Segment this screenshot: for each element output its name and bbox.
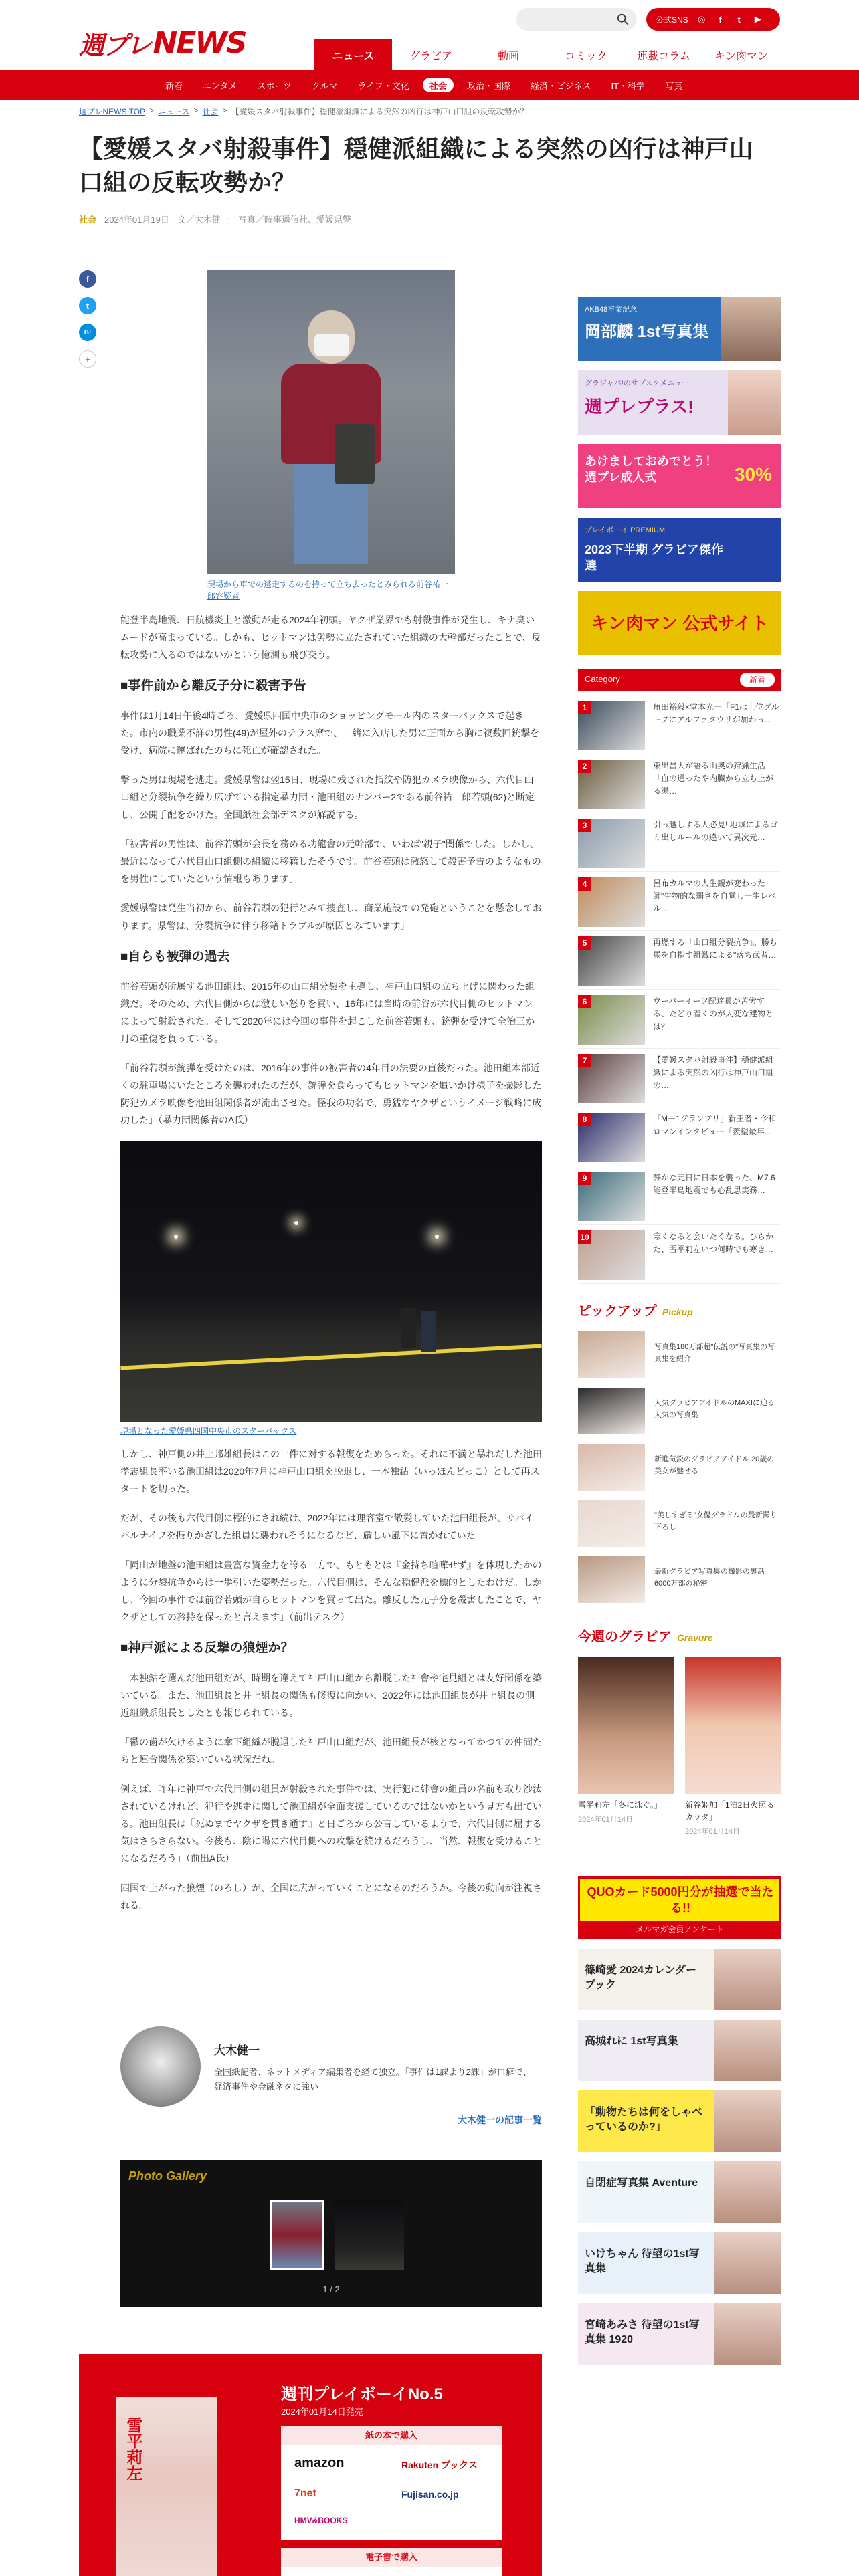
promo-banner[interactable] [578,2161,781,2223]
search-box[interactable] [516,8,637,31]
category-label[interactable]: 社会 [79,215,97,225]
gravure-title-en: Gravure [677,1632,713,1643]
avatar[interactable] [120,2026,201,2107]
pickup-title-en: Pickup [662,1307,693,1317]
pickup-thumbnail[interactable] [578,1331,645,1378]
gallery-counter: 1 / 2 [322,2284,340,2294]
pickup-item[interactable] [578,1331,781,1381]
rank-number: 5 [578,936,591,950]
banner-seijinshiki[interactable] [578,444,781,508]
promo-banner-text: 「動物たちは何をしゃべっているのか?」 [585,2107,703,2133]
magazine-promo [79,2354,542,2576]
paragraph-13: 例えば、昨年に神戸で六代目側の組員が射殺された事件では、実行犯に絆會の組員の名前も取り沙汰されているけれど、犯行や逃走に関して池田組が全面支援しているのではないかという見方も出ている。池田組長は『死ぬまでヤクザを貫き通す』と日ごろから公言しているようで、六代目側に屈する気はさらさらない。今後も、陰に陽に六代目側への攻撃を続けるだろうし、当然、報復を受けることになるだろう」（前出A氏） [120,1784,542,1864]
paragraph-2: 事件は1月14日午後4時ごろ、愛媛県四国中央市のショッピングモール内のスターバックスで起きた。市内の職業不詳の男性(49)が屋外のテラス席で、一緒に入店した男に正面から胸に複数回銃撃を受け、病院に運ばれたのちに死亡が確認された。 [120,710,540,756]
rank-number: 7 [578,1054,591,1067]
promo-banner[interactable] [578,2232,781,2294]
rank-number: 10 [578,1230,591,1244]
gravure-title-2[interactable]: 新谷姫加「1泊2日火照るカラダ」 [685,1800,775,1822]
pickup-title[interactable]: 写真集180万部超"伝説の"写真集の写真集を紹介 [654,1343,775,1363]
suspect-photo[interactable] [207,270,455,574]
promo-banner-text: いけちゃん 待望の1st写真集 [585,2248,700,2274]
banner-okabe-sub: AKB48卒業記念 [585,306,638,314]
rank-title[interactable]: 寒くなると会いたくなる。ひらかた、雪平莉左いつ何時でも寒き… [653,1232,774,1254]
ranking-header [578,669,781,691]
subnav-society[interactable]: 社会 [423,78,454,92]
rank-title[interactable]: 「M－1グランプリ」新王者・令和ロマンインタビュー「羨望最年… [653,1114,777,1136]
breadcrumb-sep: > [222,106,227,115]
nav-kinnikuman[interactable]: キン肉マン [714,50,768,62]
subnav-car[interactable]: クルマ [311,80,338,91]
magazine-date: 2024年01月14日発売 [281,2407,363,2417]
pickup-item[interactable] [578,1556,781,1606]
breadcrumb-current: 【愛媛スタバ射殺事件】穏健派組織による突然の凶行は神戸山口組の反転攻勢か？ [231,107,529,116]
gallery-title: Photo Gallery [128,2169,207,2183]
breadcrumb-sep: > [193,106,199,115]
ranking-item[interactable] [578,813,781,872]
photo-1-caption[interactable]: 現場から車での逃走するのを持って立ち去ったとみられる前谷祐一郎容疑者 [207,580,449,601]
facebook-share-icon[interactable]: f [79,270,96,288]
article-credit: 文／大木健一 写真／時事通信社、愛媛県警 [177,215,351,225]
digital-purchase-box [281,2548,502,2576]
banner-premium-text: 2023下半期 グラビア傑作選 [585,543,724,572]
pickup-thumbnail[interactable] [578,1444,645,1491]
quo-title: QUOカード5000円分が抽選で当たる!! [587,1885,774,1915]
pickup-list [578,1331,781,1606]
nav-column[interactable]: 連載コラム [637,50,690,62]
rank-number: 8 [578,1113,591,1126]
share-buttons [79,270,96,368]
paragraph-1: 能登半島地震、日航機炎上と激動が走る2024年初頭。ヤクザ業界でも射殺事件が発生し、キナ臭いムードが高まっている。しかも、ヒットマンは劣勢に立たされていた組織の大幹部だったことで、反転攻勢に入るのではないかという憶測も飛び交う。 [120,615,541,660]
ranking-item[interactable] [578,1225,781,1284]
sns-bar [646,8,780,31]
paragraph-6: 前谷若頭が所属する池田組は、2015年の山口組分裂を主導し、神戸山口組の立ち上げに関わった組織だ。そのため、六代目側からは激しい怒りを買い、16年には当時の前谷が六代目側のヒットマンによって射殺された。そして2020年には今回の事件を起こした前谷若頭も、銃弾を受けて全治三か月の重傷を負っている。 [120,981,535,1044]
gravure-title: 今週のグラビア [578,1630,672,1644]
section-heading-3: ■神戸派による反撃の狼煙か？ [120,1641,294,1655]
promo-banner-image [714,2161,781,2223]
rank-number: 1 [578,701,591,714]
ranking-tab-new[interactable]: 新着 [740,673,775,687]
rank-title[interactable]: 静かな元日に日本を襲った、M7.6能登半島地震でも心乱思実務… [653,1173,775,1195]
twitter-share-icon[interactable]: t [79,297,96,314]
gravure-grid [578,1657,781,1858]
rank-number: 9 [578,1172,591,1185]
section-heading-1: ■事件前から離反子分に殺害予告 [120,679,306,693]
sns-label: 公式SNS [656,15,688,25]
ranking-item[interactable] [578,931,781,990]
promo-banner-image [714,2090,781,2152]
banner-okabe-text: 岡部麟 1st写真集 [585,323,709,341]
subnav-economy[interactable]: 経済・ビジネス [530,80,591,91]
rank-title[interactable]: ウーバーイーツ配達員が苦労する、たどり着くのが大変な建物とは？ [653,996,774,1031]
pickup-item[interactable] [578,1388,781,1437]
site-logo[interactable] [79,25,246,60]
ranking-item[interactable] [578,695,781,754]
bottom-banners [578,1949,781,2365]
promo-banner[interactable] [578,2020,781,2081]
rank-title[interactable]: 呂布カルマの人生観が変わった師"生物的な弱さを自覚し一生レベル… [653,879,777,914]
promo-banner[interactable] [578,2090,781,2152]
page-title: 【愛媛スタバ射殺事件】穏健派組織による突然の凶行は神戸山口組の反転攻勢か？ [79,135,753,196]
rank-title[interactable]: 角田裕毅×堂本光一「F1は上位グループにアルファタウリが加わっ… [653,702,779,724]
gravure-date-1: 2024年01月14日 [578,1816,633,1824]
subnav-it[interactable]: IT・科学 [611,80,646,91]
print-purchase-box [281,2426,502,2540]
pickup-title[interactable]: 新進気鋭のグラビアアイドル 20歳の美女が魅せる [654,1455,775,1475]
promo-banner[interactable] [578,1949,781,2010]
pickup-thumbnail[interactable] [578,1556,645,1603]
rank-title[interactable]: 引っ越しする人必見! 地域によるゴミ出しルールの違いて異次元… [653,820,778,842]
banner-kinnikuman[interactable] [578,591,781,655]
gravure-image-1[interactable] [578,1657,674,1794]
nav-gravure[interactable]: グラビア [409,50,452,62]
gravure-card-2[interactable] [685,1657,781,1858]
promo-banner-text: 自閉症写真集 Aventure [585,2177,698,2189]
cover-name: 雪平莉左 [124,2417,143,2481]
article-photo-2 [120,1141,542,1437]
subnav-entertainment[interactable]: エンタメ [203,80,237,91]
site-header [0,0,859,70]
pickup-item[interactable] [578,1500,781,1549]
facebook-icon[interactable]: f [719,14,722,25]
breadcrumb-home[interactable]: 週プレNEWS TOP [79,107,146,116]
author-articles-link[interactable]: 大木健一の記事一覧 [458,2115,542,2125]
subnav-politics[interactable]: 政治・国際 [466,80,510,91]
banner-okabe[interactable] [578,297,781,361]
ranking-list [578,695,781,1284]
banner-premium-sub: プレイボーイ PREMIUM [585,526,666,534]
digital-purchase-label: 電子書で購入 [281,2548,502,2567]
ranking-item[interactable] [578,990,781,1049]
paragraph-9: だが、その後も六代目側に標的にされ続け、2022年には理容室で散髪していた池田組長が、サバイバルナイフを振りかざした組員に襲われそうになるなど、厳しい風下に置かれていた。 [120,1513,534,1541]
banner-plus-text: 週プレプラス! [585,397,694,417]
paragraph-10: 「岡山が地盤の池田組は豊富な資金力を誇る一方で、もともとは『金持ち喧嘩せず』を体現したかのように分裂抗争からは一歩引いた姿勢だった。六代目側は、そんな穏健派を標的としたわけだ。しかし、今回の事件では前谷若頭が自らヒットマンを買って出た。離反した元子分を殺害したことで、ヤクザとしての矜持を保ったと言えます」（前出テスク） [120,1560,542,1622]
paragraph-8: しかし、神戸側の井上邦雄組長はこの一件に対する報復をためらった。それに不満と暴れだした池田孝志組長率いる池田組は2020年7月に神戸山口組を脱退し、一本独鈷（いっぽんどっこ）として再スタートを切った。 [120,1448,542,1494]
subnav-sports[interactable]: スポーツ [257,80,292,91]
gravure-card-1[interactable] [578,1657,674,1858]
breadcrumb-sep: > [149,106,155,115]
promo-banner-image [714,2232,781,2294]
store-7net[interactable]: 7net [294,2488,316,2499]
promo-banner-text: 高城れに 1st写真集 [585,2036,678,2047]
logo-text-jp: 週プレ [79,30,151,60]
breadcrumb-society[interactable]: 社会 [202,107,219,116]
store-amazon[interactable]: amazon [294,2456,345,2470]
article-body [120,270,542,1926]
promo-banner-text: 篠崎愛 2024カレンダーブック [585,1965,696,1991]
pickup-title: ピックアップ [578,1304,657,1319]
author-bio: 全国紙記者、ネットメディア編集者を経て独立。「事件は1課より2課」が口癖で、経済事件や金融ネタに強い [214,2067,532,2092]
publish-date: 2024年01月19日 [104,215,169,225]
youtube-icon[interactable]: ▶ [754,14,761,24]
gravure-heading [578,1626,781,1645]
paragraph-5: 愛媛県警は発生当初から、前谷若頭の犯行とみて捜査し、商業施設での発砲ということを懸念しております。県警は、分裂抗争に伴う移籍トラブルが原因とみています」 [120,903,542,931]
gallery-thumb-1[interactable] [270,2200,324,2270]
author-name[interactable]: 大木健一 [214,2044,260,2057]
banner-kin-text: キン肉マン 公式サイト [591,613,769,633]
author-box [120,2026,542,2133]
paragraph-14: 四国で上がった狼煙（のろし）が、全国に広がっていくことになるのだろうか。今後の動向が注視される。 [120,1883,542,1911]
hatena-share-icon[interactable]: B! [79,324,96,341]
gravure-date-2: 2024年01月14日 [685,1828,740,1836]
twitter-icon[interactable]: t [737,14,741,25]
article-photo-1 [207,270,455,602]
ranking-item[interactable] [578,1166,781,1225]
rank-number: 6 [578,995,591,1008]
pickup-item[interactable] [578,1444,781,1493]
ranking-item[interactable] [578,1049,781,1107]
subnav-new[interactable]: 新着 [165,80,183,91]
ranking-item[interactable] [578,754,781,813]
store-hmv[interactable]: HMV&BOOKS [294,2516,348,2525]
banner-premium[interactable] [578,518,781,582]
pickup-heading [578,1300,781,1319]
magazine-title: 週刊プレイボーイNo.5 [281,2385,443,2403]
paragraph-7: 「前谷若頭が銃弾を受けたのは、2016年の事件の被害者の4年目の法要の直後だった。池田組本部近くの駐車場にいたところを襲われたのだが、銃弾を食らってもヒットマンを追いかけ様子を撮影した防犯カメラ映像を池田組関係者が流出させた。怪我の功名で、勇猛なヤクザというイメージ戦略に成功した」（暴力団関係者のA氏） [120,1063,542,1125]
gravure-image-2[interactable] [685,1657,781,1794]
gravure-title-1[interactable]: 雪平莉左「冬に泳ぐ。」 [578,1800,662,1810]
promo-banner-image [714,2303,781,2365]
ranking-item[interactable] [578,1107,781,1166]
article-meta [79,213,351,225]
pickup-title[interactable]: 最新グラビア写真集の撮影の裏話 6000万部の秘密 [654,1568,765,1588]
promo-banner[interactable] [578,2303,781,2365]
sub-nav [0,70,859,100]
pickup-thumbnail[interactable] [578,1500,645,1547]
pickup-title[interactable]: 人気グラビアアイドルのMAXIに迫る人気の写真集 [654,1399,775,1419]
paragraph-11: 一本独鈷を選んだ池田組だが、時期を違えて神戸山口組から離脱した神會や宅見組とは友好関係を築いている。また、池田組長と井上組長の関係も修復に向かい、2022年には池田組長が井上組長の側近組織系組長としたとも報じられている。 [120,1673,542,1718]
nav-video[interactable]: 動画 [497,50,519,62]
banner-shupure-plus[interactable] [578,370,781,435]
rank-title[interactable]: 東出昌大が語る山奥の狩猟生活「血の通ったや内臓から立ち上がる湯… [653,761,774,796]
nav-comic[interactable]: コミック [565,50,607,62]
promo-banner-image [714,1949,781,2010]
rank-title[interactable]: 【愛媛スタバ射殺事件】穏健派組織による突然の凶行は神戸山口組の… [653,1055,774,1090]
more-share-icon[interactable]: + [79,350,96,368]
quo-card-banner[interactable] [578,1876,781,1939]
magazine-cover[interactable] [116,2377,217,2576]
crime-scene-photo[interactable] [120,1141,542,1422]
paragraph-12: 「鬱の歯が欠けるように傘下組織が脱退した神戸山口組だが、池田組長が核となってかつての仲間たちと連合関係を築いている状況だね。 [120,1737,542,1765]
subnav-life[interactable]: ライフ・文化 [357,80,409,91]
quo-sub: メルマガ会員アンケート [580,1921,779,1937]
instagram-icon[interactable]: ◎ [698,14,706,24]
sidebar [578,297,781,2374]
logo-text-en: NEWS [153,25,246,60]
promo-banner-text: 宮崎あみさ 待望の1st写真集 1920 [585,2319,700,2345]
banner-seijin-sub: 30% [734,464,772,485]
rank-number: 4 [578,877,591,891]
rank-number: 3 [578,819,591,832]
banner-plus-sub: グラジャパ!のサブスクメニュー [585,379,690,387]
search-icon[interactable] [617,13,629,25]
paragraph-3: 撃った男は現場を逃走。愛媛県警は翌15日、現場に残された指紋や防犯カメラ映像から、六代目山口組と分裂抗争を繰り広げている指定暴力団・池田組のナンバー2である前谷祐一郎若頭(62)と断定し、公開手配をかけた。全国紙社会部デスクが解説する。 [120,774,535,820]
breadcrumb [79,106,528,117]
print-purchase-label: 紙の本で購入 [281,2426,502,2445]
store-fujisan[interactable]: Fujisan.co.jp [401,2489,459,2500]
rank-number: 2 [578,760,591,773]
rank-title[interactable]: 再燃する「山口組分裂抗争」。勝ち馬を自指す組織による"落ち武者… [653,938,778,960]
banner-seijin-text: あけましておめでとう！週プレ成人式 [585,455,717,484]
breadcrumb-news[interactable]: ニュース [158,107,190,116]
subnav-photo[interactable]: 写真 [665,80,683,91]
ranking-title: Category [585,674,620,684]
photo-gallery [120,2160,542,2307]
store-rakuten[interactable]: Rakuten ブックス [401,2460,478,2470]
main-nav [314,39,780,71]
paragraph-4: 「被害者の男性は、前谷若頭が会長を務める功龍會の元幹部で、いわば"親子"関係でした。しかし、最近になって六代目山口組側の組織に移籍したそうです。前谷若頭は激怒して殺害予告のようなものを男性にしていたという情報もあります」 [120,839,541,884]
section-heading-2: ■自らも被弾の過去 [120,950,230,964]
promo-banner-image [714,2020,781,2081]
photo-2-caption[interactable]: 現場となった愛媛県四国中央市のスターバックス [120,1426,297,1436]
gallery-thumb-2[interactable] [335,2200,404,2270]
pickup-thumbnail[interactable] [578,1388,645,1434]
ranking-item[interactable] [578,872,781,931]
pickup-title[interactable]: "美しすぎる"女優グラドルの最新撮り下ろし [654,1511,777,1531]
nav-news[interactable]: ニュース [314,39,392,71]
